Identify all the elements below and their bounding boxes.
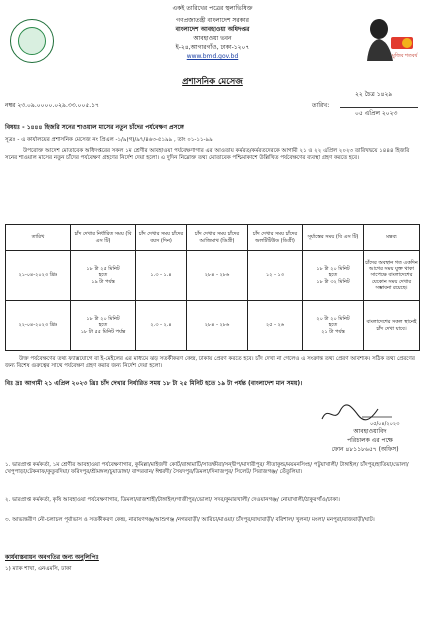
date-label: তারিখ:	[312, 102, 330, 109]
date-english: ০৫ এপ্রিল ২০২৩	[355, 110, 398, 117]
col-header-time: চাঁদ দেখার নির্ধারিত সময় (বি এস টি)	[71, 225, 136, 251]
signature-role: পরিচালক এর পক্ষে	[347, 437, 393, 444]
row2-azimuth: ২৮৪ - ২৮৬	[187, 301, 248, 351]
highlight-note: বিঃ দ্রঃ আগামী ২১ এপ্রিল ২০২৩ খ্রিঃ চাঁদ দেখার নির্ধারিত সময় ১৮ টা ২৫ মিনিট হতে ১৯ টা পর্যন্ত (বাংলাদেশ মান সময়)।	[5, 380, 303, 387]
row1-altitude: ১২ - ১৩	[248, 251, 303, 301]
info-title: কার্যবাস্তবায়ন অবগতির জন্য অনুলিপিঃ	[5, 554, 99, 561]
row2-sunset-end: ২১ টা পর্যন্ত	[321, 328, 345, 335]
row1-time-end: ১৯ টা পর্যন্ত	[91, 278, 115, 285]
row1-time-start: ১৮ টা ২৫ মিনিট	[86, 266, 120, 273]
govt-emblem-icon	[10, 19, 54, 63]
distribution-item-2: ২. ভারপ্রাপ্ত কর্মকর্তা, কৃষি আবহাওয়া পর্যবেক্ষণাগার, ডিমলা/রাজশাহী/টাঙ্গাইল/গাজীপুর/ভোলা/ সদর/কুমারখালী/ দেওয়ানগঞ্জ/ নোয়াখালী/ঠাকুরগাঁও/ঢাকা।	[5, 497, 340, 503]
row2-age: ২.৩ - ২.৪	[136, 301, 187, 351]
date-divider	[340, 107, 418, 108]
row2-time	[71, 301, 136, 351]
page-title: প্রশাসনিক মেসেজ	[182, 77, 243, 87]
col-header-altitude: চাঁদ দেখার সময় চাঁদের অলটিটিউড (ডিগ্রী)	[248, 225, 303, 251]
row1-remark: চাঁদের অবস্থান গত একদিন আগের সময় যুক্ত থাকা সাপেক্ষে বাংলাদেশের যেকোন সময় দেখার সম্ভাবনা রয়েছে।	[364, 251, 420, 301]
info-item-1: ১) ম্যাক শাখা, এনএমসি, ঢাকা	[5, 566, 72, 572]
top-note: একই তারিখের পত্রের স্থলাভিষিক্ত	[172, 5, 253, 12]
col-header-azimuth: চাঁদ দেখার সময় চাঁদের আজিমাথ (ডিগ্রী)	[187, 225, 248, 251]
row2-remark: বাংলাদেশের সকল স্থানেই চাঁদ দেখা যাবে।	[364, 301, 420, 351]
row2-sunset-start: ২০ টা ২০ মিনিট	[316, 316, 350, 323]
table-row	[6, 251, 420, 301]
signature-label: আবহাওয়াবিদ	[353, 428, 387, 435]
signature-phone: ফোন ৪৮১১৮৬৫৭ (অফিস)	[331, 446, 399, 453]
row1-sunset-mid: হতে	[328, 272, 338, 279]
row1-age: ১.৩ - ১.৪	[136, 251, 187, 301]
memo-number: নম্বর ২৩.০৯.০০০০.০২৯.৩৩.০০৫.১৭	[5, 102, 99, 109]
website-link[interactable]: www.bmd.gov.bd	[186, 53, 239, 60]
distribution-item-3: ৩. আভ্যন্তরীণ নৌ-চলাচল পূর্বাভাস ও সতর্কীকরণ কেন্দ্র, নারায়ণগঞ্জ/আশুগঞ্জ /নগরবাড়ী/ আরিচা/মাওয়া/ চাঁদপুর/বাঘাবাড়ী/ বরিশাল/ খুলনা/ মংলা/ মনপুরা/রাজবাড়ী/ঘাট।	[5, 517, 375, 523]
col-header-date: তারিখ	[6, 225, 71, 251]
row1-sunset	[303, 251, 364, 301]
col-header-sunset: সূর্যাস্তের সময় (বি এস টি)	[303, 225, 364, 251]
row2-date: ২২-০৪-২০২৩ খ্রিঃ	[6, 301, 71, 351]
row1-sunset-end: ১৮ টা ৩২ মিনিট	[316, 278, 350, 285]
row2-time-start: ১৮ টা ২০ মিনিট	[86, 316, 120, 323]
col-header-remark: মন্তব্য	[364, 225, 420, 251]
table-row	[6, 301, 420, 351]
row1-azimuth: ২৮৪ - ২৮৬	[187, 251, 248, 301]
distribution-item-1: ১. ভারপ্রাপ্ত কর্মকর্তা, ১ম শ্রেণীর আবহাওয়া পর্যবেক্ষণাগার, কুমিল্লা/মাইজদী কোর্ট/রাঙ্গামাটি/সাতক্ষীরা/সন্দ্বীপ/মাদারীপুর/ সীতাকুন্ড/ময়মনসিংহ/ পটুয়াখালী/ টাঙ্গাইল/ চাঁদপুর/হাতিয়া/ভোলা/খেপুপাড়া/টেকনাফ/কুতুবদিয়া/ ফরিদপুর/শ্রীমঙ্গল/চুয়াডাঙ্গা/ বান্দরবান/ ঈশ্বরদী/ সৈয়দপুর/ডিমলা/দিনাজপুর/ সিলেট/ সিরাজগঞ্জ/ তেঁতুলিয়া।	[5, 462, 409, 475]
row1-time	[71, 251, 136, 301]
reference-line: সূত্রঃ - এ কার্যালয়ের প্রশাসনিক মেসেজ নং প্রিএল -১/৯(গ)/৯৭/৪৬৩-৫১৯৯ , তাং ০১-১১-৯৯	[5, 137, 213, 143]
row2-altitude: ২৫ - ২৬	[248, 301, 303, 351]
header-line1: গণপ্রজাতন্ত্রী বাংলাদেশ সরকার	[176, 17, 249, 24]
row2-time-end: ১৮ টা ৫৫ মিনিট পর্যন্ত	[80, 328, 126, 335]
row2-sunset-mid: হতে	[328, 322, 338, 329]
row1-sunset-start: ১৮ টা ২০ মিনিট	[316, 266, 350, 273]
subject-line: বিষয়ঃ - ১৪৪৪ হিজরি সনের শাওয়াল মাসের নতুন চাঁদের পর্যবেক্ষণ প্রসঙ্গে	[5, 124, 184, 131]
moon-observation-table	[5, 224, 420, 351]
note-paragraph: উক্ত পর্যবেক্ষণের তথ্য ফ্যাক্সযোগে বা ই-মেইলের এর মাধ্যমে ঝড় সতর্কীকরণ কেন্দ্র, ঢাকায় প্রেরণ করতে হবে। চাঁদ দেখা না গেলেও এ সংক্রান্ত তথ্য প্রেরণ আবশ্যক। সঠিক তথ্য প্রেরণের জন্য বিশেষ গুরুত্বের সাথে পর্যবেক্ষণ গ্রহণ করার জন্য নির্দেশ দেয়া হলো।	[5, 356, 415, 369]
row1-time-mid: হতে	[98, 272, 108, 279]
sign-date: ০৫/০৪/২০২৩	[370, 421, 400, 427]
row2-time-mid: হতে	[98, 322, 108, 329]
header-line3: আবহাওয়া ভবন	[193, 35, 232, 42]
col-header-age: চাঁদ দেখার সময় চাঁদের বয়স (দিন)	[136, 225, 187, 251]
date-bangla: ২২ চৈত্র ১৪২৯	[355, 91, 393, 98]
body-paragraph: উপরোক্ত আদেশ মোতাবেক অধিদপ্তরের সকল ১ম শ্রেণীর আবহাওয়া পর্যবেক্ষণাগার এর আওতায় কর্মরত/কর্মরতদেরকে আগামী ২১ ও ২২ এপ্রিল ২০২৩ তারিখদ্বয়ে ১৪৪৪ হিজরি সনের শাওয়াল মাসের নতুন চাঁদের পর্যবেক্ষণ গ্রহণের নির্দেশ দেয়া হলো। এ দুদিন নিম্নোক্ত তথ্য মোতাবেক পশ্চিমাকাশে উল্লিখিত পর্যবেক্ষণের ব্যবস্থা গ্রহণ করতে হবে।	[5, 148, 410, 161]
header-line2: বাংলাদেশ আবহাওয়া অধিদপ্তর	[175, 26, 250, 33]
row1-date: ২১-০৪-২০২৩ খ্রিঃ	[6, 251, 71, 301]
row2-sunset	[303, 301, 364, 351]
logo-text: মুজিব শতবর্ষ	[392, 53, 418, 59]
header-line4: ই-২৪,আগারগাঁও, ঢাকা-১২০৭	[175, 44, 250, 51]
